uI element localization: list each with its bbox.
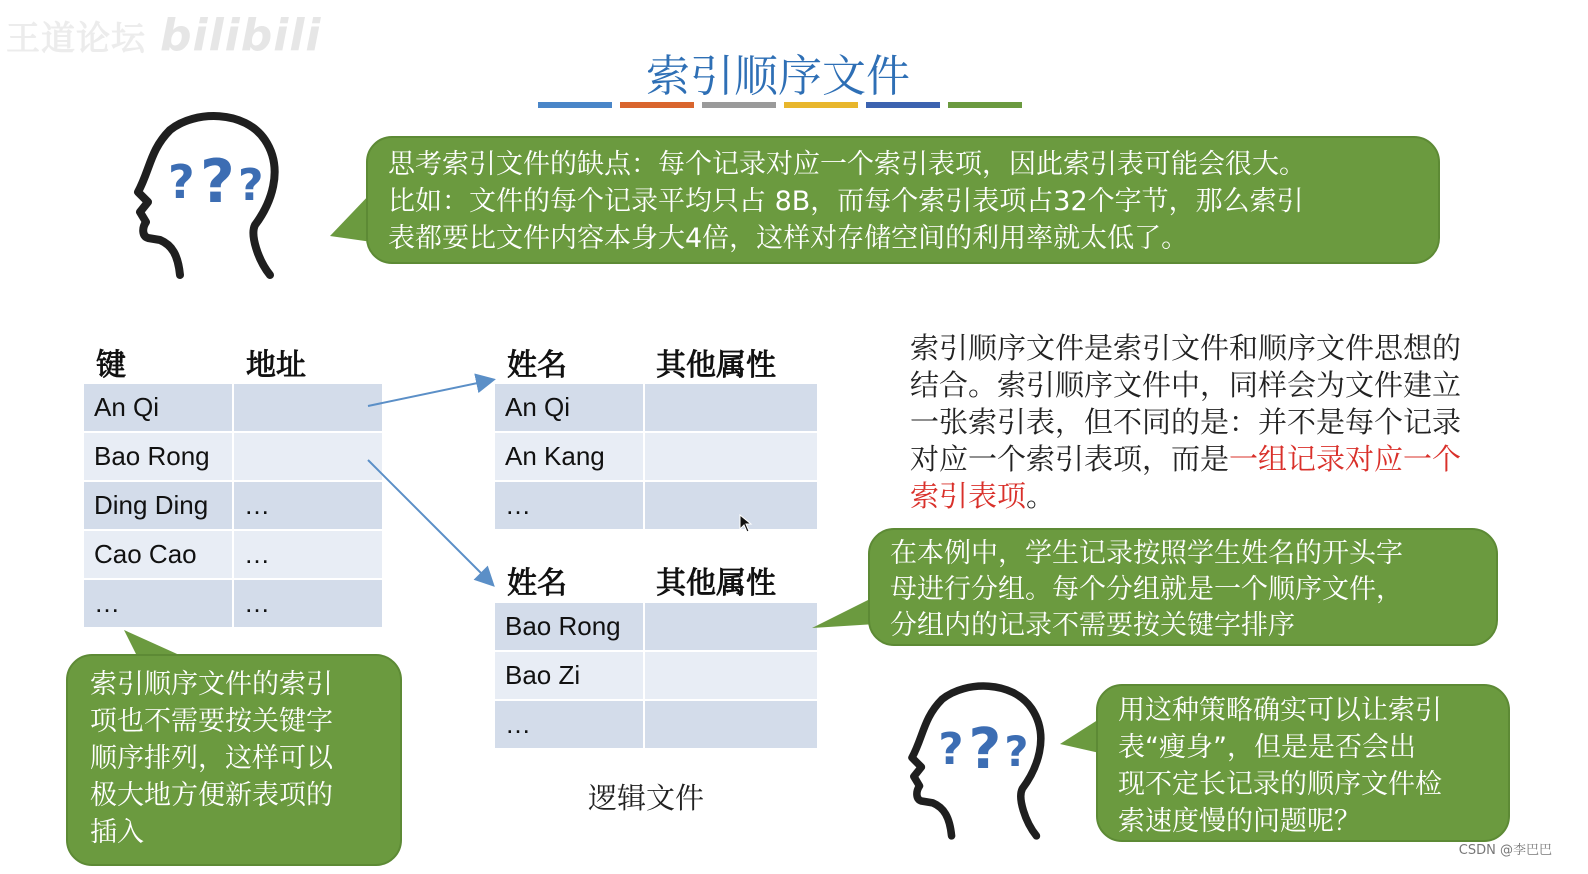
index-header-addr: 地址 bbox=[246, 348, 306, 383]
watermark-text: 王道论坛 bbox=[6, 19, 146, 59]
middle-bubble-tail bbox=[812, 594, 876, 634]
table-row bbox=[495, 652, 817, 699]
mouse-cursor-icon bbox=[739, 514, 753, 534]
left-bubble-line-4: 极大地方便新表项的 bbox=[90, 780, 333, 811]
middle-bubble-line-2: 母进行分组。每个分组就是一个顺序文件， bbox=[890, 574, 1403, 605]
thinking-head-icon bbox=[120, 110, 295, 285]
group1-header-attr: 其他属性 bbox=[656, 348, 776, 383]
svg-text:?: ? bbox=[968, 716, 1002, 783]
left-bubble-line-1: 索引顺序文件的索引 bbox=[90, 669, 333, 700]
svg-text:?: ? bbox=[200, 147, 235, 217]
arrow-to-group2 bbox=[368, 460, 492, 584]
group1-name-cell: … bbox=[495, 482, 643, 529]
index-addr-cell: … bbox=[234, 482, 382, 529]
table-row bbox=[84, 580, 382, 627]
index-header-key: 键 bbox=[96, 348, 126, 383]
paragraph-line-1: 索引顺序文件是索引文件和顺序文件思想的 bbox=[910, 331, 1462, 365]
logical-file-caption: 逻辑文件 bbox=[588, 781, 705, 815]
bottom-bubble-line-4: 索速度慢的问题呢？ bbox=[1118, 806, 1361, 837]
paragraph-line-2: 结合。索引顺序文件中，同样会为文件建立 bbox=[910, 368, 1462, 402]
left-bubble-line-5: 插入 bbox=[90, 817, 144, 848]
table-row bbox=[84, 384, 382, 431]
middle-bubble-line-3: 分组内的记录不需要按关键字排序 bbox=[890, 610, 1295, 641]
paragraph-line-4 bbox=[910, 441, 1510, 478]
group2-header-attr: 其他属性 bbox=[656, 566, 776, 601]
pointer-arrows bbox=[360, 370, 510, 595]
table-row bbox=[84, 531, 382, 578]
left-bubble-line-2: 项也不需要按关键字 bbox=[90, 706, 333, 737]
table-row bbox=[84, 482, 382, 529]
bilibili-logo: bilibili bbox=[160, 10, 322, 61]
paragraph-line-5-highlight: 索引表项 bbox=[910, 479, 1027, 513]
table-row bbox=[495, 482, 817, 529]
group1-attr-cell bbox=[645, 384, 817, 431]
group2-attr-cell bbox=[645, 701, 817, 748]
group2-table bbox=[493, 601, 819, 750]
top-bubble-line-3: 表都要比文件内容本身大4倍，这样对存储空间的利用率就太低了。 bbox=[388, 223, 1189, 254]
svg-text:?: ? bbox=[168, 155, 195, 209]
svg-text:?: ? bbox=[238, 160, 264, 211]
paragraph-line-3: 一张索引表，但不同的是：并不是每个记录 bbox=[910, 405, 1462, 439]
middle-bubble-line-1: 在本例中，学生记录按照学生姓名的开头字 bbox=[890, 538, 1403, 569]
bottom-bubble-line-1: 用这种策略确实可以让索引 bbox=[1118, 695, 1442, 726]
group1-table bbox=[493, 382, 819, 531]
title-bar-3 bbox=[702, 102, 776, 108]
svg-text:?: ? bbox=[1004, 727, 1029, 777]
top-bubble-line-2: 比如：文件的每个记录平均只占 8B，而每个索引表项占32个字节，那么索引 bbox=[388, 186, 1304, 217]
group2-attr-cell bbox=[645, 603, 817, 650]
group2-attr-cell bbox=[645, 652, 817, 699]
table-row bbox=[495, 433, 817, 480]
index-key-cell: An Qi bbox=[84, 384, 232, 431]
group2-header-name: 姓名 bbox=[507, 566, 567, 601]
thinking-head-icon-bottom bbox=[895, 675, 1060, 845]
page-title: 索引顺序文件 bbox=[646, 51, 910, 102]
title-bar-2 bbox=[620, 102, 694, 108]
title-bar-6 bbox=[948, 102, 1022, 108]
group2-name-cell: Bao Rong bbox=[495, 603, 643, 650]
index-addr-cell: … bbox=[234, 580, 382, 627]
bottom-bubble-line-3: 现不定长记录的顺序文件检 bbox=[1118, 769, 1442, 800]
index-key-cell: Bao Rong bbox=[84, 433, 232, 480]
paragraph-line-4-highlight: 一组记录对应一个 bbox=[1229, 442, 1462, 476]
left-bubble-line-3: 顺序排列，这样可以 bbox=[90, 743, 333, 774]
index-key-cell: Ding Ding bbox=[84, 482, 232, 529]
top-bubble-line-1: 思考索引文件的缺点：每个记录对应一个索引表项，因此索引表可能会很大。 bbox=[388, 149, 1306, 180]
group1-name-cell: An Kang bbox=[495, 433, 643, 480]
group1-attr-cell bbox=[645, 433, 817, 480]
group2-name-cell: … bbox=[495, 701, 643, 748]
paragraph-line-4-normal: 对应一个索引表项，而是 bbox=[910, 442, 1230, 476]
group1-header-name: 姓名 bbox=[507, 348, 567, 383]
svg-text:?: ? bbox=[938, 725, 964, 776]
title-bar-1 bbox=[538, 102, 612, 108]
bottom-bubble-line-2: 表“瘦身”，但是是否会出 bbox=[1118, 732, 1416, 763]
title-bar-5 bbox=[866, 102, 940, 108]
title-underline-bars bbox=[538, 102, 1022, 108]
table-row bbox=[495, 701, 817, 748]
index-key-cell: Cao Cao bbox=[84, 531, 232, 578]
index-key-cell: … bbox=[84, 580, 232, 627]
group1-name-cell: An Qi bbox=[495, 384, 643, 431]
table-row bbox=[84, 433, 382, 480]
table-row bbox=[495, 603, 817, 650]
footer-credit: CSDN @李巴巴 bbox=[1458, 843, 1552, 858]
title-bar-4 bbox=[784, 102, 858, 108]
explanation-paragraph bbox=[910, 330, 1510, 515]
table-row bbox=[495, 384, 817, 431]
arrow-to-group1 bbox=[368, 380, 492, 406]
paragraph-line-5-end: 。 bbox=[1026, 479, 1056, 513]
index-addr-cell: … bbox=[234, 531, 382, 578]
paragraph-line-5 bbox=[910, 478, 1510, 515]
index-table bbox=[82, 382, 384, 629]
group1-attr-cell bbox=[645, 482, 817, 529]
group2-name-cell: Bao Zi bbox=[495, 652, 643, 699]
